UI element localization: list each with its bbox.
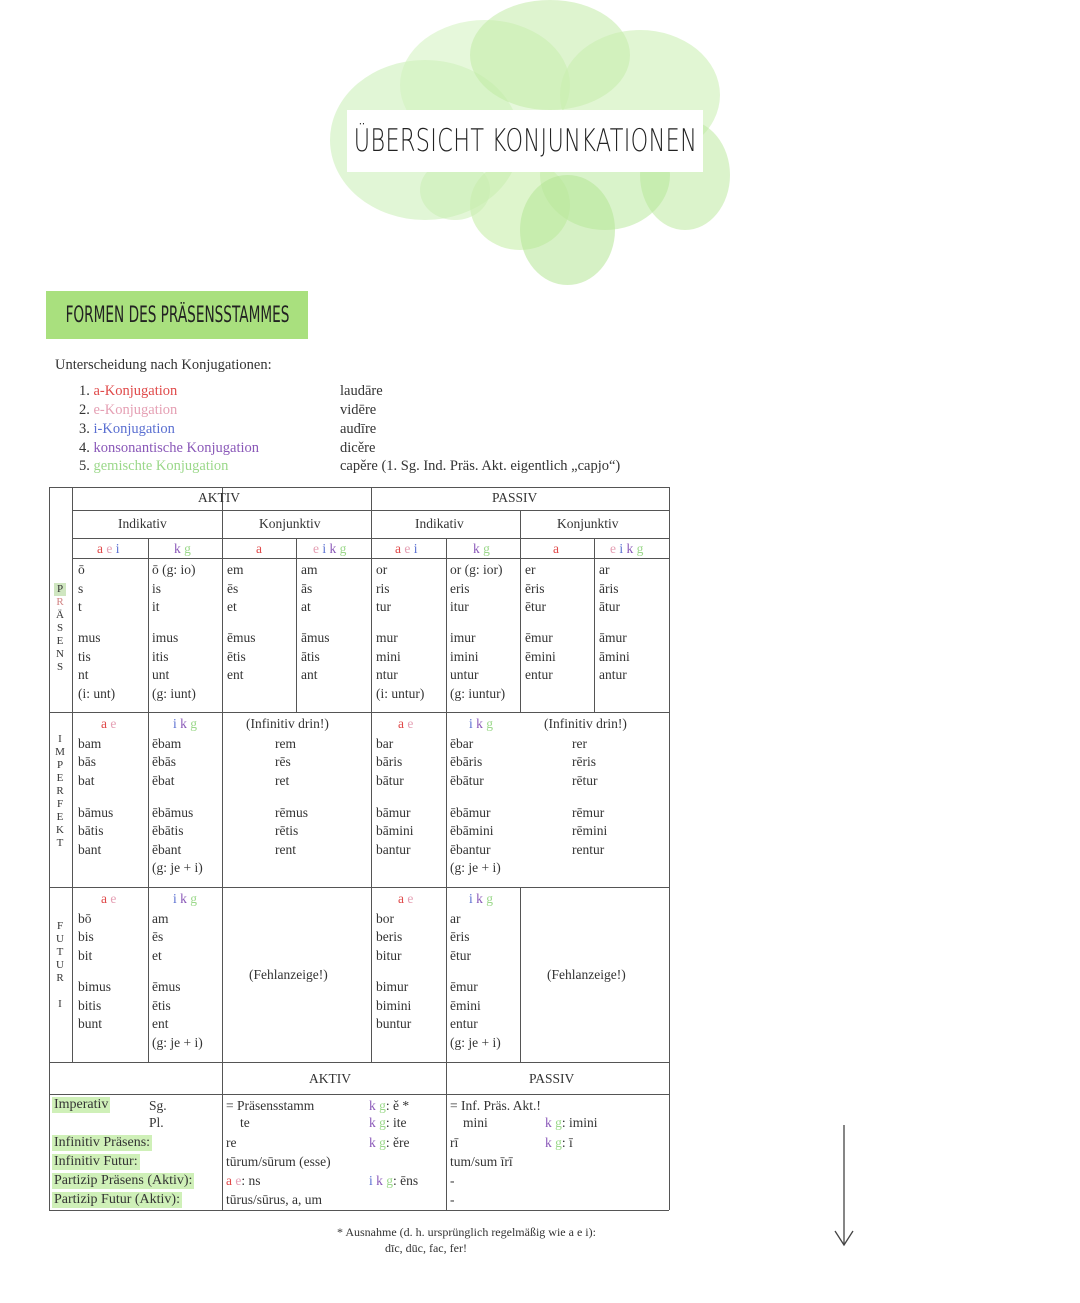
form-ending: ētis — [152, 998, 171, 1013]
header-akt-konjunktiv: Konjunktiv — [259, 516, 321, 531]
subheader-kg: k g — [174, 541, 191, 556]
ppa-label: Partizip Präsens (Aktiv): — [54, 1173, 193, 1188]
form-ending: ēmus — [227, 630, 256, 645]
pfa-akt: tūrus/sūrus, a, um — [226, 1192, 322, 1207]
header-aktiv: AKTIV — [198, 490, 240, 505]
conj-example: audīre — [340, 421, 377, 437]
imperativ-akt-kg-sg: k g: ě * — [369, 1098, 410, 1113]
imperativ-label: Imperativ — [54, 1097, 109, 1112]
form-ending: ēbam — [152, 736, 182, 751]
form-ending: entur — [450, 1016, 478, 1031]
lower-header-passiv: PASSIV — [529, 1071, 575, 1086]
subheader-a: a — [256, 541, 262, 556]
form-ending: et — [152, 948, 162, 963]
form-ending: ētur — [450, 948, 471, 963]
conj-name-k: konsonantische Konjugation — [93, 440, 260, 456]
inf-praes-label: Infinitiv Präsens: — [54, 1135, 151, 1150]
form-ending: bit — [78, 948, 93, 963]
imperativ-pas-pl: mini — [463, 1115, 488, 1130]
subheader-ikg: i k g — [469, 716, 494, 731]
header-pas-konjunktiv: Konjunktiv — [557, 516, 619, 531]
page-title: ÜBERSICHT KONJUNKATIONEN — [353, 123, 697, 159]
form-ending: ēbar — [450, 736, 474, 751]
form-ending: ēbat — [152, 773, 175, 788]
form-ending: ēbās — [152, 754, 176, 769]
pfa-pas: - — [450, 1192, 455, 1207]
form-ending: ēris — [450, 929, 470, 944]
form-ending: ētis — [227, 649, 246, 664]
form-ending: rentur — [572, 842, 605, 857]
header-akt-indikativ: Indikativ — [118, 516, 167, 531]
form-ending: ēbātur — [450, 773, 484, 788]
form-ending: (g: je + i) — [450, 1035, 501, 1050]
form-ending: ent — [152, 1016, 169, 1031]
form-ending: (g: iuntur) — [450, 686, 506, 701]
form-ending: ēris — [525, 581, 545, 596]
imperativ-pas-sg: = Inf. Präs. Akt.! — [450, 1098, 541, 1113]
form-ending: ēmini — [525, 649, 556, 664]
form-ending: rēs — [275, 754, 291, 769]
form-ending: āmini — [599, 649, 630, 664]
conj-example: dicěre — [340, 440, 376, 456]
form-ending: bitur — [376, 948, 402, 963]
form-ending: itur — [450, 599, 469, 614]
form-ending: ēbāmini — [450, 823, 494, 838]
form-ending: rēmus — [275, 805, 308, 820]
form-ending: bātur — [376, 773, 404, 788]
form-ending: itis — [152, 649, 169, 664]
inf-praes-pas: rī — [450, 1135, 459, 1150]
form-ending: ris — [376, 581, 390, 596]
form-ending: bātis — [78, 823, 104, 838]
pfa-label: Partizip Futur (Aktiv): — [54, 1192, 180, 1207]
form-ending: bitis — [78, 998, 102, 1013]
form-ending: s — [78, 581, 84, 596]
subheader-aei: a e i — [97, 541, 120, 556]
form-ending: tur — [376, 599, 391, 614]
form-ending: ar — [599, 562, 610, 577]
form-ending: āris — [599, 581, 619, 596]
form-ending: ēbāris — [450, 754, 483, 769]
form-ending: unt — [152, 667, 170, 682]
lower-header-aktiv: AKTIV — [309, 1071, 351, 1086]
form-ending: at — [301, 599, 311, 614]
form-ending: ēbant — [152, 842, 182, 857]
form-ending: ō — [78, 562, 85, 577]
subheader-aei: a e i — [395, 541, 418, 556]
subheader-ae: a e — [398, 891, 414, 906]
subheader-ikg: i k g — [469, 891, 494, 906]
form-ending: rer — [572, 736, 587, 751]
tense-label-imperfekt: I M P E R F E K T — [55, 733, 65, 849]
form-ending: ās — [301, 581, 313, 596]
imperativ-akt-sg: = Präsensstamm — [226, 1098, 315, 1113]
imperativ-sg: Sg. — [149, 1098, 167, 1113]
form-ending: ntur — [376, 667, 398, 682]
header-passiv: PASSIV — [492, 490, 538, 505]
form-ending: (i: untur) — [376, 686, 425, 701]
conj-name-e: e-Konjugation — [93, 402, 178, 418]
ppa-ikg: i k g: ēns — [369, 1173, 419, 1188]
conj-name-i: i-Konjugation — [93, 421, 175, 437]
form-ending: bam — [78, 736, 102, 751]
form-ending: bor — [376, 911, 394, 926]
form-ending: mini — [376, 649, 401, 664]
form-ending: ēbantur — [450, 842, 491, 857]
ppa-pas: - — [450, 1173, 455, 1188]
form-ending: ant — [301, 667, 318, 682]
form-ending: mur — [376, 630, 398, 645]
form-ending: rēmini — [572, 823, 608, 838]
form-ending: er — [525, 562, 536, 577]
form-ending: em — [227, 562, 244, 577]
inf-fut-akt: tūrum/sūrum (esse) — [226, 1154, 331, 1169]
form-ending: entur — [525, 667, 553, 682]
form-ending: et — [227, 599, 237, 614]
form-ending: or (g: ior) — [450, 562, 503, 577]
form-ending: or — [376, 562, 388, 577]
form-ending: tis — [78, 649, 91, 664]
futur-pas-konj: (Fehlanzeige!) — [547, 967, 626, 982]
form-ending: bis — [78, 929, 94, 944]
imperfekt-akt-konj-note: (Infinitiv drin!) — [246, 716, 329, 731]
form-ending: ēmur — [525, 630, 553, 645]
form-ending: ēbāmur — [450, 805, 491, 820]
form-ending: imur — [450, 630, 476, 645]
form-ending: (g: je + i) — [450, 860, 501, 875]
form-ending: bāmini — [376, 823, 414, 838]
form-ending: ēbātis — [152, 823, 184, 838]
form-ending: it — [152, 599, 160, 614]
conj-name-g: gemischte Konjugation — [93, 458, 229, 474]
footnote-1: * Ausnahme (d. h. ursprünglich regelmäßig wie a e i): — [337, 1225, 596, 1239]
form-ending: rētis — [275, 823, 299, 838]
form-ending: bimus — [78, 979, 112, 994]
form-ending: āmus — [301, 630, 330, 645]
form-ending: rem — [275, 736, 296, 751]
form-ending: ētur — [525, 599, 546, 614]
footnote-2: dīc, dūc, fac, fer! — [385, 1241, 467, 1255]
form-ending: (i: unt) — [78, 686, 116, 701]
conj-example: capěre (1. Sg. Ind. Präs. Akt. eigentlich „capjo“) — [340, 458, 621, 474]
conj-example: laudāre — [340, 383, 383, 399]
form-ending: bō — [78, 911, 92, 926]
form-ending: ēmini — [450, 998, 481, 1013]
inf-praes-pas-kg: k g: ī — [545, 1135, 573, 1150]
ppa-ae: a e: ns — [226, 1173, 261, 1188]
tense-label-futur: F U T U R I — [56, 920, 64, 1010]
form-ending: ātis — [301, 649, 320, 664]
form-ending: eris — [450, 581, 470, 596]
form-ending: buntur — [376, 1016, 412, 1031]
form-ending: rent — [275, 842, 296, 857]
page-title-box — [347, 110, 703, 172]
subheader-ikg: i k g — [173, 716, 198, 731]
form-ending: bat — [78, 773, 95, 788]
subheader-ae: a e — [101, 716, 117, 731]
form-ending: bāris — [376, 754, 403, 769]
form-ending: bāmus — [78, 805, 114, 820]
section-title-box — [46, 291, 308, 339]
form-ending: ō (g: io) — [152, 562, 196, 577]
subheader-eikg: e i k g — [610, 541, 644, 556]
form-ending: rēmur — [572, 805, 605, 820]
conj-example: vidēre — [340, 402, 377, 418]
form-ending: ret — [275, 773, 290, 788]
futur-akt-konj: (Fehlanzeige!) — [249, 967, 328, 982]
form-ending: bantur — [376, 842, 411, 857]
form-ending: bar — [376, 736, 394, 751]
tense-label-praesens: P R Ä S E N S — [54, 583, 66, 674]
form-ending: (g: je + i) — [152, 860, 203, 875]
subheader-ikg: i k g — [173, 891, 198, 906]
form-ending: āmur — [599, 630, 627, 645]
subheader-a: a — [553, 541, 559, 556]
form-ending: (g: je + i) — [152, 1035, 203, 1050]
imperativ-pas-kg-pl: k g: imini — [545, 1115, 598, 1130]
form-ending: am — [152, 911, 169, 926]
form-ending: ar — [450, 911, 461, 926]
form-ending: mus — [78, 630, 101, 645]
form-ending: t — [78, 599, 82, 614]
imperativ-pl: Pl. — [149, 1115, 164, 1130]
form-ending: rēris — [572, 754, 596, 769]
section-title: FORMEN DES PRÄSENSSTAMMES — [65, 302, 289, 328]
form-ending: (g: iunt) — [152, 686, 196, 701]
form-ending: rētur — [572, 773, 598, 788]
form-ending: am — [301, 562, 318, 577]
form-ending: bunt — [78, 1016, 103, 1031]
form-ending: bās — [78, 754, 96, 769]
form-ending: antur — [599, 667, 627, 682]
form-ending: ēmur — [450, 979, 478, 994]
form-ending: imus — [152, 630, 179, 645]
form-ending: beris — [376, 929, 403, 944]
imperativ-akt-kg-pl: k g: ite — [369, 1115, 407, 1130]
header-pas-indikativ: Indikativ — [415, 516, 464, 531]
form-ending: bant — [78, 842, 102, 857]
form-ending: nt — [78, 667, 89, 682]
inf-praes-akt-kg: k g: ěre — [369, 1135, 410, 1150]
intro-text: Unterscheidung nach Konjugationen: — [55, 357, 272, 373]
inf-fut-label: Infinitiv Futur: — [54, 1154, 138, 1169]
form-ending: ēbāmus — [152, 805, 194, 820]
form-ending: bāmur — [376, 805, 411, 820]
inf-fut-pas: tum/sum īrī — [450, 1154, 513, 1169]
form-ending: ēmus — [152, 979, 181, 994]
form-ending: ēs — [152, 929, 164, 944]
form-ending: ent — [227, 667, 244, 682]
imperativ-akt-pl: te — [240, 1115, 250, 1130]
conj-name-a: a-Konjugation — [93, 383, 178, 399]
form-ending: is — [152, 581, 162, 596]
subheader-eikg: e i k g — [313, 541, 347, 556]
inf-praes-akt: re — [226, 1135, 237, 1150]
form-ending: ēs — [227, 581, 239, 596]
imperfekt-pas-konj-note: (Infinitiv drin!) — [544, 716, 627, 731]
form-ending: bimur — [376, 979, 409, 994]
arrow-down-icon — [832, 1125, 856, 1250]
form-ending: ātur — [599, 599, 620, 614]
form-ending: imini — [450, 649, 479, 664]
subheader-ae: a e — [398, 716, 414, 731]
subheader-ae: a e — [101, 891, 117, 906]
form-ending: untur — [450, 667, 479, 682]
subheader-kg: k g — [473, 541, 490, 556]
form-ending: bimini — [376, 998, 412, 1013]
